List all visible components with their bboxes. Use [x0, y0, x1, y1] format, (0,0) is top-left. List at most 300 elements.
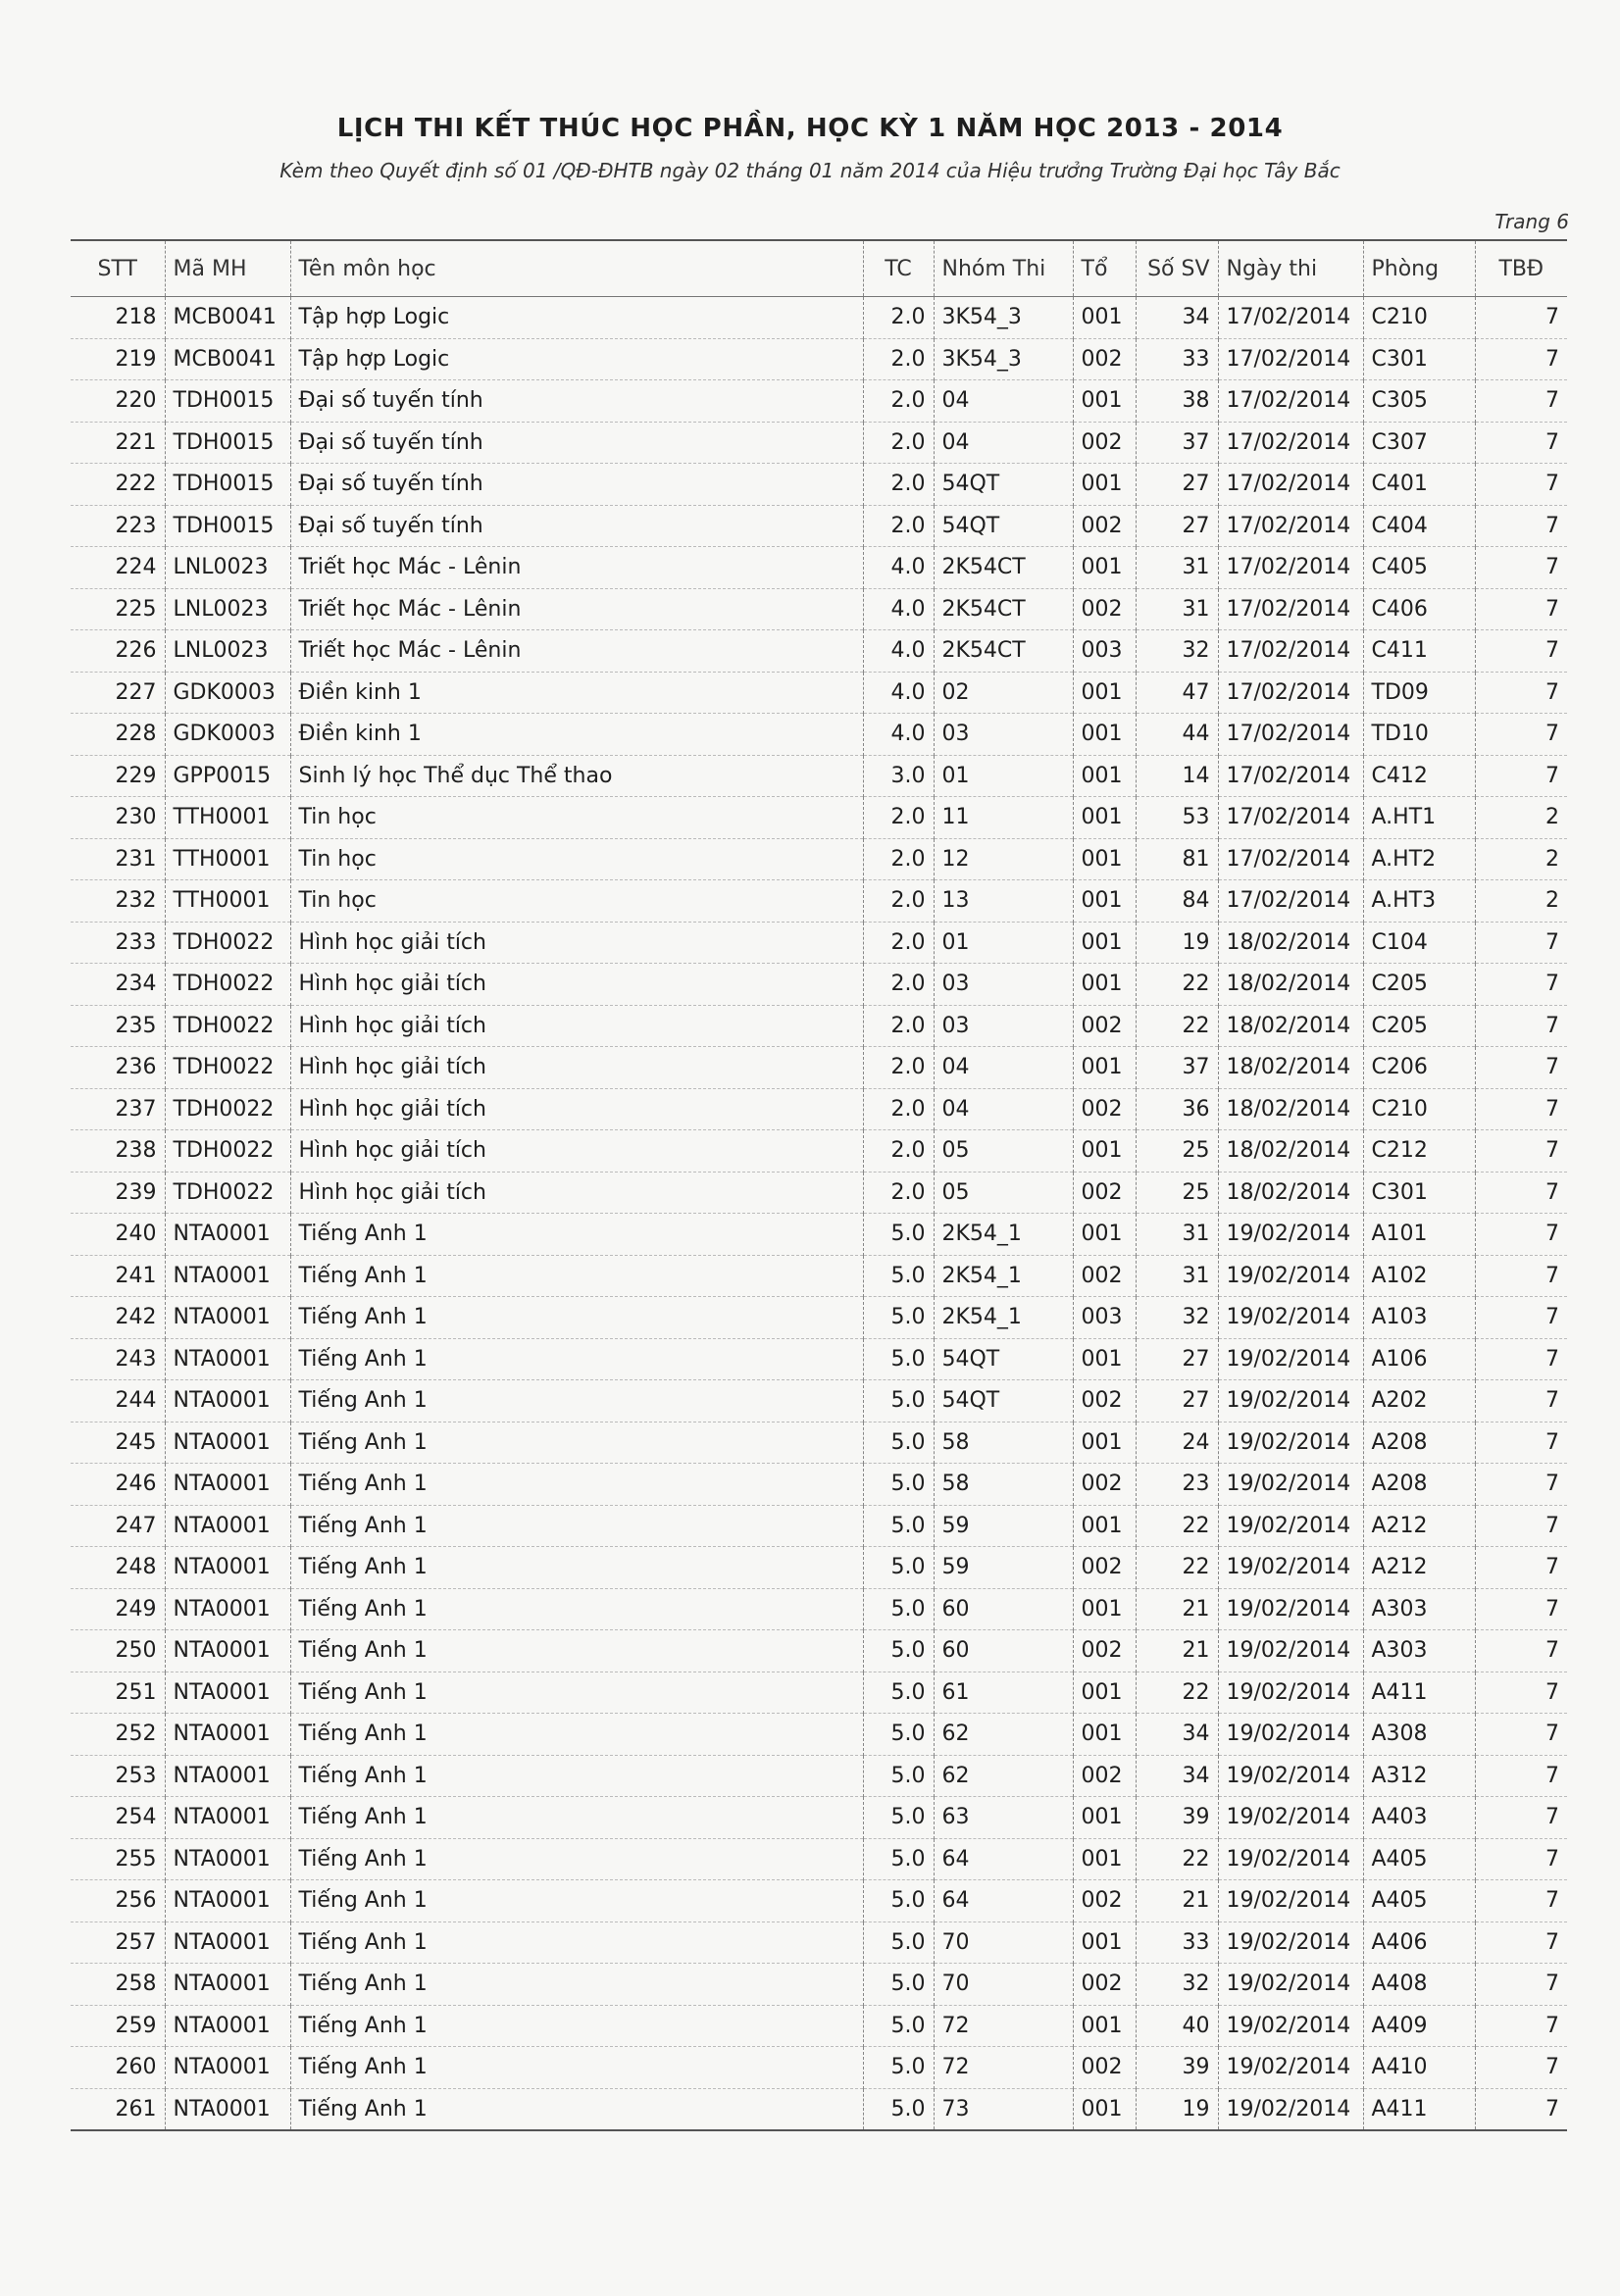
cell-section: 002	[1073, 1255, 1136, 1297]
cell-student-count: 27	[1136, 1338, 1218, 1380]
cell-course-code: TDH0015	[165, 422, 290, 464]
cell-course-code: TDH0022	[165, 922, 290, 964]
cell-exam-date: 19/02/2014	[1218, 1297, 1363, 1339]
cell-course-code: NTA0001	[165, 1547, 290, 1589]
col-header-exam-date: Ngày thi	[1218, 240, 1363, 297]
table-row	[71, 1338, 1567, 1380]
col-header-exam-group: Nhóm Thi	[934, 240, 1073, 297]
cell-start-period: 7	[1475, 1588, 1567, 1630]
cell-section: 001	[1073, 672, 1136, 714]
cell-credits: 5.0	[863, 1422, 934, 1464]
cell-room: A405	[1363, 1880, 1475, 1922]
cell-exam-group: 11	[934, 797, 1073, 839]
page-number: Trang 6	[1494, 210, 1569, 233]
col-header-stt: STT	[71, 240, 165, 297]
cell-course-name: Triết học Mác - Lênin	[290, 630, 863, 673]
cell-start-period: 7	[1475, 1755, 1567, 1797]
cell-course-code: TDH0015	[165, 505, 290, 547]
cell-stt: 260	[71, 2047, 165, 2089]
cell-credits: 2.0	[863, 1047, 934, 1089]
table-row	[71, 1255, 1567, 1297]
cell-credits: 5.0	[863, 1714, 934, 1756]
cell-exam-group: 72	[934, 2047, 1073, 2089]
table-row	[71, 1922, 1567, 1964]
cell-credits: 2.0	[863, 1088, 934, 1130]
cell-course-code: MCB0041	[165, 338, 290, 380]
table-row	[71, 422, 1567, 464]
cell-room: A106	[1363, 1338, 1475, 1380]
cell-credits: 2.0	[863, 1172, 934, 1214]
cell-exam-date: 19/02/2014	[1218, 2047, 1363, 2089]
cell-exam-date: 17/02/2014	[1218, 505, 1363, 547]
cell-course-code: NTA0001	[165, 1714, 290, 1756]
cell-student-count: 37	[1136, 422, 1218, 464]
cell-start-period: 2	[1475, 797, 1567, 839]
cell-room: A411	[1363, 1672, 1475, 1714]
table-header-row	[71, 240, 1567, 297]
cell-stt: 242	[71, 1297, 165, 1339]
cell-student-count: 22	[1136, 1505, 1218, 1547]
cell-course-name: Hình học giải tích	[290, 1172, 863, 1214]
cell-course-name: Triết học Mác - Lênin	[290, 588, 863, 630]
cell-exam-group: 72	[934, 2005, 1073, 2047]
cell-start-period: 7	[1475, 1880, 1567, 1922]
cell-student-count: 31	[1136, 1214, 1218, 1256]
cell-credits: 2.0	[863, 505, 934, 547]
cell-stt: 222	[71, 464, 165, 506]
cell-start-period: 7	[1475, 1130, 1567, 1173]
cell-room: C406	[1363, 588, 1475, 630]
cell-student-count: 32	[1136, 1964, 1218, 2006]
cell-exam-date: 19/02/2014	[1218, 1422, 1363, 1464]
cell-room: C301	[1363, 1172, 1475, 1214]
cell-stt: 239	[71, 1172, 165, 1214]
cell-course-code: LNL0023	[165, 630, 290, 673]
cell-course-code: TDH0015	[165, 464, 290, 506]
table-row	[71, 464, 1567, 506]
cell-course-name: Tiếng Anh 1	[290, 1880, 863, 1922]
cell-credits: 2.0	[863, 464, 934, 506]
cell-course-name: Tiếng Anh 1	[290, 1714, 863, 1756]
cell-section: 001	[1073, 1214, 1136, 1256]
cell-room: A403	[1363, 1797, 1475, 1839]
cell-start-period: 7	[1475, 1964, 1567, 2006]
table-row	[71, 1755, 1567, 1797]
cell-start-period: 7	[1475, 1047, 1567, 1089]
cell-exam-group: 2K54_1	[934, 1255, 1073, 1297]
cell-course-name: Điền kinh 1	[290, 672, 863, 714]
cell-start-period: 7	[1475, 547, 1567, 589]
cell-exam-group: 03	[934, 964, 1073, 1006]
cell-start-period: 7	[1475, 1464, 1567, 1506]
cell-start-period: 7	[1475, 1505, 1567, 1547]
cell-section: 002	[1073, 1547, 1136, 1589]
cell-course-name: Tiếng Anh 1	[290, 2047, 863, 2089]
cell-exam-date: 17/02/2014	[1218, 380, 1363, 423]
cell-course-name: Tiếng Anh 1	[290, 1797, 863, 1839]
cell-stt: 227	[71, 672, 165, 714]
cell-credits: 2.0	[863, 922, 934, 964]
cell-exam-group: 2K54CT	[934, 630, 1073, 673]
cell-student-count: 34	[1136, 297, 1218, 339]
cell-course-name: Tiếng Anh 1	[290, 1422, 863, 1464]
cell-exam-date: 19/02/2014	[1218, 1255, 1363, 1297]
cell-course-code: NTA0001	[165, 1755, 290, 1797]
cell-exam-date: 19/02/2014	[1218, 1672, 1363, 1714]
cell-room: C212	[1363, 1130, 1475, 1173]
cell-stt: 234	[71, 964, 165, 1006]
cell-course-code: TDH0015	[165, 380, 290, 423]
cell-stt: 238	[71, 1130, 165, 1173]
cell-start-period: 7	[1475, 714, 1567, 756]
cell-course-name: Tiếng Anh 1	[290, 1922, 863, 1964]
cell-course-name: Hình học giải tích	[290, 964, 863, 1006]
cell-course-code: TDH0022	[165, 1130, 290, 1173]
cell-student-count: 81	[1136, 838, 1218, 880]
table-row	[71, 547, 1567, 589]
table-row	[71, 880, 1567, 923]
cell-room: A303	[1363, 1630, 1475, 1672]
cell-start-period: 7	[1475, 2088, 1567, 2130]
cell-exam-group: 54QT	[934, 505, 1073, 547]
cell-credits: 2.0	[863, 380, 934, 423]
cell-start-period: 7	[1475, 1672, 1567, 1714]
cell-exam-date: 19/02/2014	[1218, 1797, 1363, 1839]
cell-stt: 256	[71, 1880, 165, 1922]
cell-start-period: 7	[1475, 380, 1567, 423]
cell-course-code: NTA0001	[165, 1297, 290, 1339]
cell-start-period: 7	[1475, 2047, 1567, 2089]
cell-start-period: 7	[1475, 1630, 1567, 1672]
cell-course-code: NTA0001	[165, 1880, 290, 1922]
cell-start-period: 7	[1475, 1005, 1567, 1047]
cell-exam-group: 05	[934, 1172, 1073, 1214]
cell-credits: 2.0	[863, 338, 934, 380]
cell-course-code: NTA0001	[165, 1422, 290, 1464]
cell-course-code: NTA0001	[165, 2047, 290, 2089]
table-row	[71, 1047, 1567, 1089]
cell-student-count: 33	[1136, 338, 1218, 380]
cell-student-count: 38	[1136, 380, 1218, 423]
table-row	[71, 630, 1567, 673]
cell-course-name: Tin học	[290, 880, 863, 923]
cell-stt: 257	[71, 1922, 165, 1964]
cell-start-period: 7	[1475, 964, 1567, 1006]
cell-section: 002	[1073, 422, 1136, 464]
cell-course-name: Tiếng Anh 1	[290, 1338, 863, 1380]
cell-stt: 241	[71, 1255, 165, 1297]
cell-stt: 250	[71, 1630, 165, 1672]
cell-course-code: TDH0022	[165, 964, 290, 1006]
cell-student-count: 27	[1136, 505, 1218, 547]
cell-student-count: 34	[1136, 1714, 1218, 1756]
table-row	[71, 338, 1567, 380]
cell-start-period: 7	[1475, 588, 1567, 630]
cell-section: 001	[1073, 547, 1136, 589]
cell-exam-group: 03	[934, 714, 1073, 756]
cell-exam-date: 19/02/2014	[1218, 1380, 1363, 1423]
cell-course-code: TTH0001	[165, 838, 290, 880]
cell-section: 001	[1073, 1338, 1136, 1380]
cell-exam-date: 18/02/2014	[1218, 1172, 1363, 1214]
cell-course-code: NTA0001	[165, 1630, 290, 1672]
cell-student-count: 27	[1136, 1380, 1218, 1423]
cell-room: C205	[1363, 1005, 1475, 1047]
cell-start-period: 7	[1475, 1547, 1567, 1589]
cell-section: 001	[1073, 880, 1136, 923]
cell-course-name: Tiếng Anh 1	[290, 1214, 863, 1256]
table-row	[71, 1880, 1567, 1922]
cell-credits: 2.0	[863, 964, 934, 1006]
cell-start-period: 7	[1475, 1380, 1567, 1423]
cell-exam-group: 2K54CT	[934, 588, 1073, 630]
cell-student-count: 36	[1136, 1088, 1218, 1130]
cell-exam-date: 17/02/2014	[1218, 672, 1363, 714]
cell-exam-group: 2K54_1	[934, 1297, 1073, 1339]
cell-course-name: Tập hợp Logic	[290, 338, 863, 380]
cell-student-count: 27	[1136, 464, 1218, 506]
cell-exam-date: 17/02/2014	[1218, 797, 1363, 839]
cell-course-name: Tiếng Anh 1	[290, 1755, 863, 1797]
cell-course-name: Tiếng Anh 1	[290, 1547, 863, 1589]
cell-course-code: NTA0001	[165, 2005, 290, 2047]
cell-student-count: 21	[1136, 1630, 1218, 1672]
cell-section: 001	[1073, 1838, 1136, 1880]
cell-exam-date: 17/02/2014	[1218, 755, 1363, 797]
cell-start-period: 7	[1475, 1338, 1567, 1380]
table-row	[71, 1714, 1567, 1756]
cell-student-count: 21	[1136, 1588, 1218, 1630]
cell-exam-date: 19/02/2014	[1218, 1505, 1363, 1547]
table-row	[71, 1964, 1567, 2006]
table-row	[71, 1214, 1567, 1256]
cell-stt: 254	[71, 1797, 165, 1839]
cell-section: 001	[1073, 1797, 1136, 1839]
cell-exam-date: 19/02/2014	[1218, 1630, 1363, 1672]
cell-start-period: 7	[1475, 1922, 1567, 1964]
cell-credits: 5.0	[863, 1214, 934, 1256]
cell-start-period: 7	[1475, 755, 1567, 797]
cell-stt: 258	[71, 1964, 165, 2006]
table-row	[71, 1297, 1567, 1339]
cell-stt: 221	[71, 422, 165, 464]
cell-student-count: 39	[1136, 2047, 1218, 2089]
cell-start-period: 7	[1475, 2005, 1567, 2047]
cell-section: 001	[1073, 1672, 1136, 1714]
table-row	[71, 297, 1567, 339]
cell-room: C412	[1363, 755, 1475, 797]
col-header-course-code: Mã MH	[165, 240, 290, 297]
cell-start-period: 7	[1475, 1088, 1567, 1130]
cell-stt: 252	[71, 1714, 165, 1756]
cell-stt: 224	[71, 547, 165, 589]
cell-student-count: 39	[1136, 1797, 1218, 1839]
cell-section: 002	[1073, 1880, 1136, 1922]
cell-student-count: 31	[1136, 588, 1218, 630]
table-row	[71, 1505, 1567, 1547]
table-row	[71, 2005, 1567, 2047]
cell-stt: 245	[71, 1422, 165, 1464]
cell-exam-group: 03	[934, 1005, 1073, 1047]
cell-exam-group: 54QT	[934, 464, 1073, 506]
cell-stt: 236	[71, 1047, 165, 1089]
cell-start-period: 7	[1475, 422, 1567, 464]
cell-stt: 247	[71, 1505, 165, 1547]
cell-student-count: 22	[1136, 1838, 1218, 1880]
cell-section: 003	[1073, 630, 1136, 673]
cell-room: A303	[1363, 1588, 1475, 1630]
table-row	[71, 1838, 1567, 1880]
cell-exam-group: 54QT	[934, 1380, 1073, 1423]
cell-start-period: 2	[1475, 880, 1567, 923]
cell-start-period: 7	[1475, 1297, 1567, 1339]
page-title: LỊCH THI KẾT THÚC HỌC PHẦN, HỌC KỲ 1 NĂM HỌC 2013 - 2014	[336, 114, 1284, 143]
table-row	[71, 1172, 1567, 1214]
cell-section: 002	[1073, 1755, 1136, 1797]
cell-section: 002	[1073, 505, 1136, 547]
cell-student-count: 40	[1136, 2005, 1218, 2047]
table-row	[71, 714, 1567, 756]
cell-section: 001	[1073, 464, 1136, 506]
cell-course-name: Hình học giải tích	[290, 1088, 863, 1130]
cell-stt: 233	[71, 922, 165, 964]
cell-credits: 5.0	[863, 1380, 934, 1423]
cell-exam-group: 54QT	[934, 1338, 1073, 1380]
cell-student-count: 19	[1136, 2088, 1218, 2130]
cell-student-count: 31	[1136, 1255, 1218, 1297]
cell-course-name: Tiếng Anh 1	[290, 1505, 863, 1547]
cell-stt: 259	[71, 2005, 165, 2047]
cell-stt: 219	[71, 338, 165, 380]
cell-section: 003	[1073, 1297, 1136, 1339]
cell-start-period: 7	[1475, 505, 1567, 547]
cell-room: A406	[1363, 1922, 1475, 1964]
table-row	[71, 922, 1567, 964]
cell-credits: 5.0	[863, 1588, 934, 1630]
cell-exam-group: 3K54_3	[934, 338, 1073, 380]
cell-start-period: 7	[1475, 922, 1567, 964]
cell-room: C205	[1363, 964, 1475, 1006]
col-header-student-count: Số SV	[1136, 240, 1218, 297]
cell-course-name: Tin học	[290, 797, 863, 839]
table-row	[71, 672, 1567, 714]
cell-stt: 251	[71, 1672, 165, 1714]
cell-student-count: 23	[1136, 1464, 1218, 1506]
cell-stt: 235	[71, 1005, 165, 1047]
cell-exam-date: 17/02/2014	[1218, 714, 1363, 756]
cell-course-code: NTA0001	[165, 1505, 290, 1547]
cell-exam-date: 19/02/2014	[1218, 2005, 1363, 2047]
decision-subtitle: Kèm theo Quyết định số 01 /QĐ-ĐHTB ngày 02 tháng 01 năm 2014 của Hiệu trưởng Trường Đại học Tây Bắc	[279, 159, 1341, 182]
cell-credits: 5.0	[863, 1630, 934, 1672]
table-row	[71, 1547, 1567, 1589]
cell-course-name: Điền kinh 1	[290, 714, 863, 756]
cell-room: A408	[1363, 1964, 1475, 2006]
cell-start-period: 7	[1475, 630, 1567, 673]
cell-section: 001	[1073, 838, 1136, 880]
cell-start-period: 7	[1475, 1714, 1567, 1756]
table-row	[71, 588, 1567, 630]
table-row	[71, 1005, 1567, 1047]
cell-student-count: 21	[1136, 1880, 1218, 1922]
cell-exam-group: 3K54_3	[934, 297, 1073, 339]
cell-course-code: TDH0022	[165, 1005, 290, 1047]
cell-exam-group: 01	[934, 755, 1073, 797]
cell-course-name: Tiếng Anh 1	[290, 1838, 863, 1880]
cell-section: 002	[1073, 1380, 1136, 1423]
cell-section: 001	[1073, 1130, 1136, 1173]
cell-room: A208	[1363, 1422, 1475, 1464]
cell-credits: 5.0	[863, 1964, 934, 2006]
cell-course-name: Đại số tuyến tính	[290, 505, 863, 547]
cell-exam-date: 17/02/2014	[1218, 547, 1363, 589]
cell-credits: 5.0	[863, 2088, 934, 2130]
cell-section: 001	[1073, 1588, 1136, 1630]
cell-exam-group: 63	[934, 1797, 1073, 1839]
cell-exam-date: 19/02/2014	[1218, 1755, 1363, 1797]
cell-exam-group: 01	[934, 922, 1073, 964]
cell-course-name: Tiếng Anh 1	[290, 1964, 863, 2006]
cell-course-code: TDH0022	[165, 1172, 290, 1214]
cell-exam-group: 12	[934, 838, 1073, 880]
cell-course-name: Đại số tuyến tính	[290, 464, 863, 506]
cell-credits: 2.0	[863, 297, 934, 339]
cell-room: A405	[1363, 1838, 1475, 1880]
cell-section: 002	[1073, 1630, 1136, 1672]
cell-student-count: 33	[1136, 1922, 1218, 1964]
cell-course-code: LNL0023	[165, 588, 290, 630]
cell-course-code: TDH0022	[165, 1088, 290, 1130]
cell-exam-group: 60	[934, 1588, 1073, 1630]
cell-room: TD09	[1363, 672, 1475, 714]
cell-section: 002	[1073, 2047, 1136, 2089]
cell-start-period: 7	[1475, 297, 1567, 339]
cell-stt: 225	[71, 588, 165, 630]
cell-credits: 5.0	[863, 1922, 934, 1964]
cell-course-code: NTA0001	[165, 1380, 290, 1423]
cell-credits: 5.0	[863, 1838, 934, 1880]
cell-exam-group: 61	[934, 1672, 1073, 1714]
table-row	[71, 380, 1567, 423]
table-row	[71, 797, 1567, 839]
table-row	[71, 2088, 1567, 2130]
cell-section: 001	[1073, 964, 1136, 1006]
cell-exam-date: 19/02/2014	[1218, 1714, 1363, 1756]
cell-section: 001	[1073, 1505, 1136, 1547]
cell-course-code: TTH0001	[165, 880, 290, 923]
cell-credits: 5.0	[863, 1505, 934, 1547]
cell-start-period: 7	[1475, 338, 1567, 380]
cell-section: 001	[1073, 380, 1136, 423]
cell-exam-date: 17/02/2014	[1218, 880, 1363, 923]
cell-course-code: NTA0001	[165, 1588, 290, 1630]
cell-course-code: NTA0001	[165, 1255, 290, 1297]
cell-exam-group: 64	[934, 1838, 1073, 1880]
cell-course-name: Tập hợp Logic	[290, 297, 863, 339]
cell-section: 002	[1073, 338, 1136, 380]
cell-credits: 2.0	[863, 797, 934, 839]
cell-credits: 2.0	[863, 880, 934, 923]
cell-student-count: 22	[1136, 1547, 1218, 1589]
cell-stt: 261	[71, 2088, 165, 2130]
table-row	[71, 755, 1567, 797]
cell-stt: 223	[71, 505, 165, 547]
cell-exam-date: 19/02/2014	[1218, 1547, 1363, 1589]
cell-credits: 4.0	[863, 672, 934, 714]
cell-student-count: 31	[1136, 547, 1218, 589]
table-row	[71, 1797, 1567, 1839]
cell-exam-date: 18/02/2014	[1218, 1088, 1363, 1130]
